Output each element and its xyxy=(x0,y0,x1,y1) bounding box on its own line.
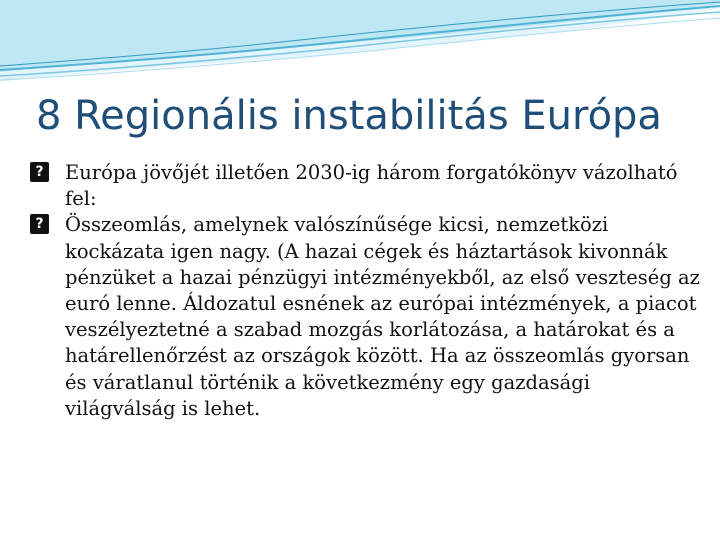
slide-body xyxy=(30,160,702,422)
slide-title: 8 Regionális instabilitás Európa xyxy=(36,93,662,139)
paragraph-text: Európa jövőjét illetően 2030-ig három forgatókönyv vázolható fel: xyxy=(65,161,678,211)
bullet-paragraph-1 xyxy=(30,160,702,212)
paragraph-lead: Összeomlás, xyxy=(65,213,188,237)
bullet-paragraph-2 xyxy=(30,212,702,422)
paragraph-text: amelynek valószínűsége kicsi, nemzetközi kockázata igen nagy. (A hazai cégek és háztartások kivonnák pénzüket a hazai pénzügyi intézményekből, az első veszteség az euró lenne. Áldozatul esnének az európai intézmények, a piacot veszélyeztetné a szabad mozgás korlátozása, a határokat és a határellenőrzést az országok között. Ha az összeomlás gyorsan és váratlanul történik a következmény egy gazdasági világválság is lehet. xyxy=(65,213,700,420)
question-mark-box-icon: ? xyxy=(30,162,49,182)
question-mark-box-icon: ? xyxy=(30,214,49,234)
header-wave-decoration xyxy=(0,0,720,90)
